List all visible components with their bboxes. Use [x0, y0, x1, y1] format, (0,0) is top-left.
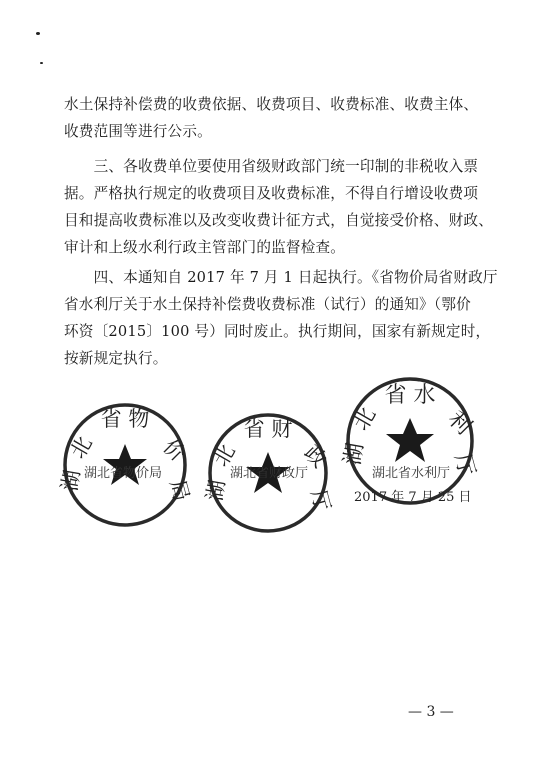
svg-text:北: 北	[208, 440, 240, 471]
svg-text:湖: 湖	[202, 478, 230, 503]
svg-text:厅: 厅	[449, 451, 480, 479]
svg-text:北: 北	[348, 403, 382, 435]
text-line: 按新规定执行。	[64, 350, 168, 367]
text-line: 目和提高收费标准以及改变收费计征方式，自觉接受价格、财政、	[64, 212, 494, 229]
scan-speck	[36, 32, 40, 35]
issue-date: 2017 年 7 月 25 日	[354, 490, 472, 505]
paragraph-item-four	[64, 264, 496, 372]
svg-text:利: 利	[442, 406, 477, 440]
svg-text:北: 北	[65, 432, 97, 463]
svg-text:局: 局	[165, 477, 194, 504]
svg-text:省 水: 省 水	[384, 383, 436, 408]
svg-text:价: 价	[158, 434, 191, 467]
page-number: — 3 —	[408, 704, 454, 720]
paragraph-item-three	[64, 153, 496, 261]
text-line: 三、各收费单位要使用省级财政部门统一印制的非税收入票	[64, 158, 479, 175]
text-line: 省水利厅关于水土保持补偿费收费标准（试行）的通知》（鄂价	[64, 296, 471, 313]
scan-speck	[40, 62, 43, 64]
text-line: 水土保持补偿费的收费依据、收费项目、收费标准、收费主体、	[64, 96, 479, 113]
seal-signer-water-resources-department: 湖北省水利厅	[372, 466, 451, 481]
text-line: 四、本通知自 2017 年 7 月 1 日起执行。《省物价局省财政厅	[64, 269, 498, 286]
text-line: 收费范围等进行公示。	[64, 123, 212, 140]
svg-text:湖: 湖	[57, 468, 85, 493]
svg-text:省 财: 省 财	[243, 417, 293, 441]
text-line: 环资〔2015〕100 号）同时废止。执行期间，国家有新规定时，	[64, 323, 491, 340]
star-icon	[386, 418, 434, 462]
svg-text:省 物: 省 物	[100, 407, 150, 431]
svg-text:湖: 湖	[340, 441, 369, 468]
svg-text:厅: 厅	[306, 487, 335, 514]
svg-text:政: 政	[299, 440, 332, 473]
paragraph-fee-disclosure	[64, 91, 496, 145]
text-line: 据。严格执行规定的收费项目及收费标准，不得自行增设收费项	[64, 185, 479, 202]
seal-signer-price-bureau: 湖北省物价局	[84, 466, 163, 481]
text-line: 审计和上级水利行政主管部门的监督检查。	[64, 239, 346, 256]
seal-signer-finance-department: 湖北省财政厅	[230, 466, 309, 481]
